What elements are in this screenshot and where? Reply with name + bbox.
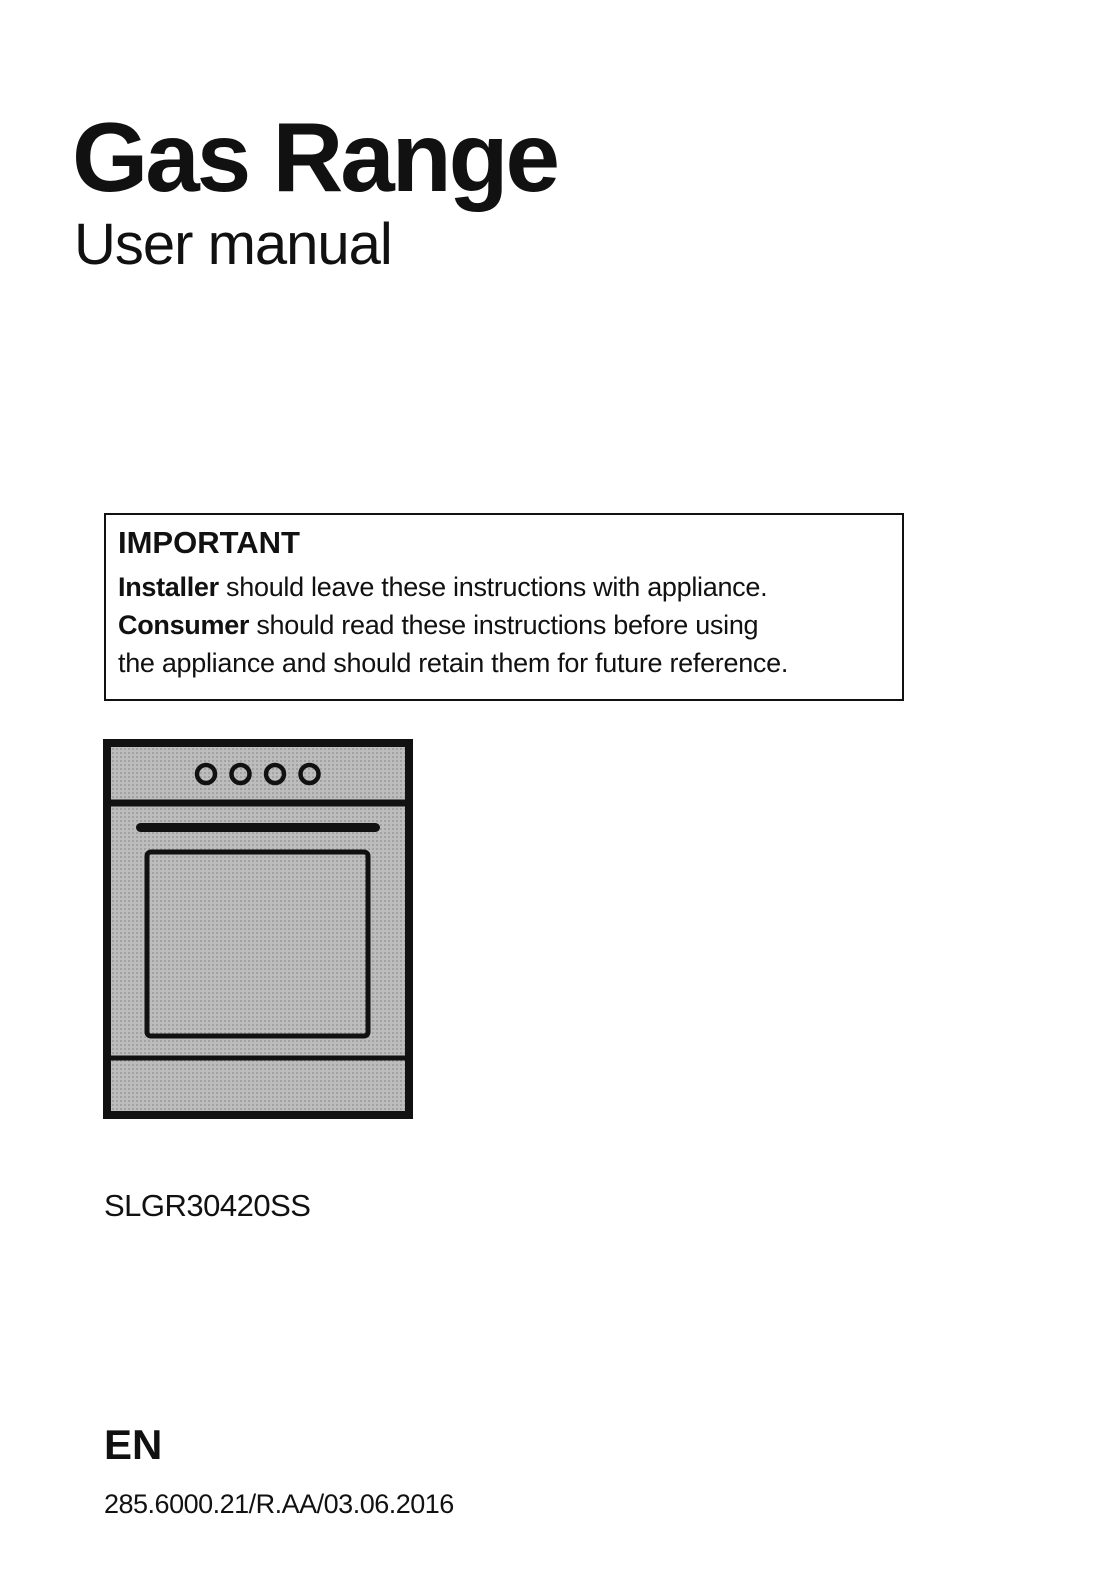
installer-label: Installer (118, 572, 219, 602)
document-subtitle: User manual (74, 212, 392, 277)
document-code: 285.6000.21/R.AA/03.06.2016 (104, 1489, 454, 1519)
important-heading: IMPORTANT (118, 525, 300, 560)
consumer-label: Consumer (118, 610, 250, 640)
document-title: Gas Range (72, 102, 557, 212)
oven-range-illustration (103, 739, 413, 1119)
consumer-text: should read these instructions before using (249, 610, 759, 640)
consumer-instruction-continued: the appliance and should retain them for future reference. (118, 648, 789, 678)
oven-door-handle (136, 823, 380, 832)
important-notice-box (104, 513, 904, 701)
model-number: SLGR30420SS (104, 1188, 311, 1223)
consumer-instruction (118, 606, 890, 644)
installer-text: should leave these instructions with appliance. (218, 572, 768, 602)
language-code: EN (104, 1421, 163, 1468)
installer-instruction (118, 568, 890, 606)
